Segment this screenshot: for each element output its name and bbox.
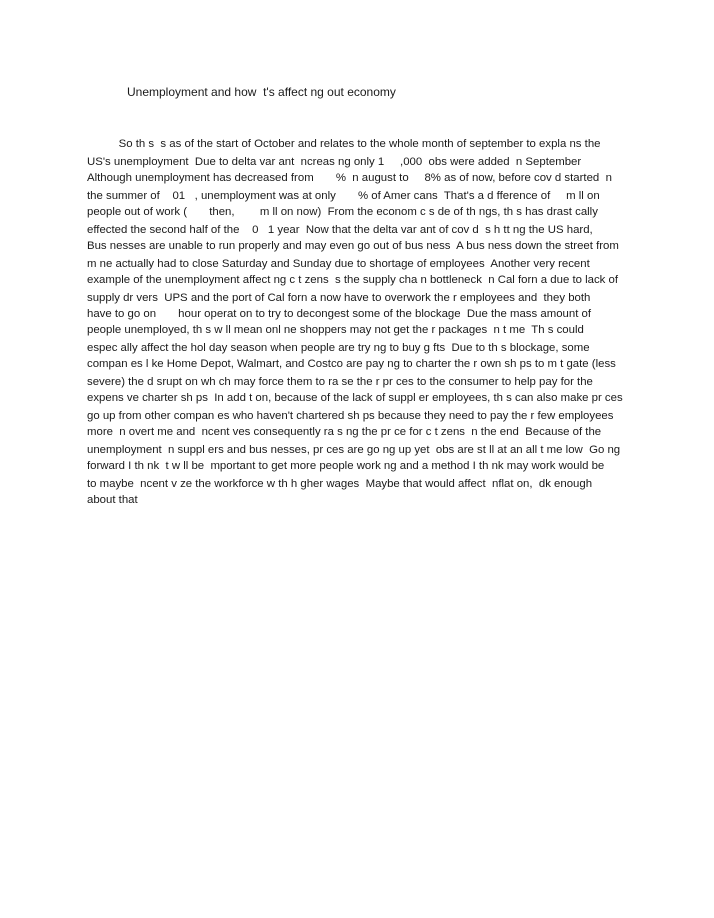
paragraph-line: compan es l ke Home Depot, Walmart, and Costco are pay ng to charter the r own sh ps to m t gate (less xyxy=(87,358,616,370)
paragraph-line: So th s s as of the start of October and relates to the whole month of september to expla ns the xyxy=(87,138,601,150)
document-title: Unemployment and how t's affect ng out economy xyxy=(127,85,396,99)
paragraph-line: m ne actually had to close Saturday and Sunday due to shortage of employees Another very recent xyxy=(87,258,590,270)
paragraph-line: people out of work ( then, m ll on now) From the econom c s de of th ngs, th s has drast cally xyxy=(87,206,598,218)
paragraph-line: more n overt me and ncent ves consequently ra s ng the pr ce for c t zens n the end Because of the xyxy=(87,426,602,438)
paragraph-line: to maybe ncent v ze the workforce w th h gher wages Maybe that would affect nflat on, dk enough xyxy=(87,478,593,490)
paragraph-line: effected the second half of the 0 1 year Now that the delta var ant of cov d s h tt ng the US hard, xyxy=(87,224,593,236)
paragraph-line: have to go on hour operat on to try to decongest some of the blockage Due the mass amount of xyxy=(87,308,592,320)
paragraph-line: expens ve charter sh ps In add t on, because of the lack of suppl er employees, th s can also make pr ces xyxy=(87,392,623,404)
paragraph-line: go up from other compan es who haven't chartered sh ps because they need to pay the r few employees xyxy=(87,410,614,422)
paragraph-line: the summer of 01 , unemployment was at only % of Amer cans That's a d fference of m ll on xyxy=(87,190,600,202)
paragraph-line: forward I th nk t w ll be mportant to get more people work ng and a method I th nk may work would be xyxy=(87,460,605,472)
paragraph-line: severe) the d srupt on wh ch may force them to ra se the r pr ces to the consumer to help pay for the xyxy=(87,376,593,388)
paragraph-line: Bus nesses are unable to run properly and may even go out of bus ness A bus ness down the street from xyxy=(87,240,619,252)
paragraph-line: about that xyxy=(87,494,138,506)
paragraph-line: espec ally affect the hol day season when people are try ng to buy g fts Due to th s blockage, some xyxy=(87,342,590,354)
paragraph-line: Although unemployment has decreased from % n august to 8% as of now, before cov d started n xyxy=(87,172,612,184)
paragraph-line: supply dr vers UPS and the port of Cal forn a now have to overwork the r employees and they both xyxy=(87,292,591,304)
paragraph-line: example of the unemployment affect ng c t zens s the supply cha n bottleneck n Cal forn a due to lack of xyxy=(87,274,619,286)
paragraph-line: people unemployed, th s w ll mean onl ne shoppers may not get the r packages n t me Th s could xyxy=(87,324,584,336)
paragraph-line: unemployment n suppl ers and bus nesses, pr ces are go ng up yet obs are st ll at an all t me low Go ng xyxy=(87,444,621,456)
paragraph-line: US's unemployment Due to delta var ant ncreas ng only 1 ,000 obs were added n September xyxy=(87,156,582,168)
